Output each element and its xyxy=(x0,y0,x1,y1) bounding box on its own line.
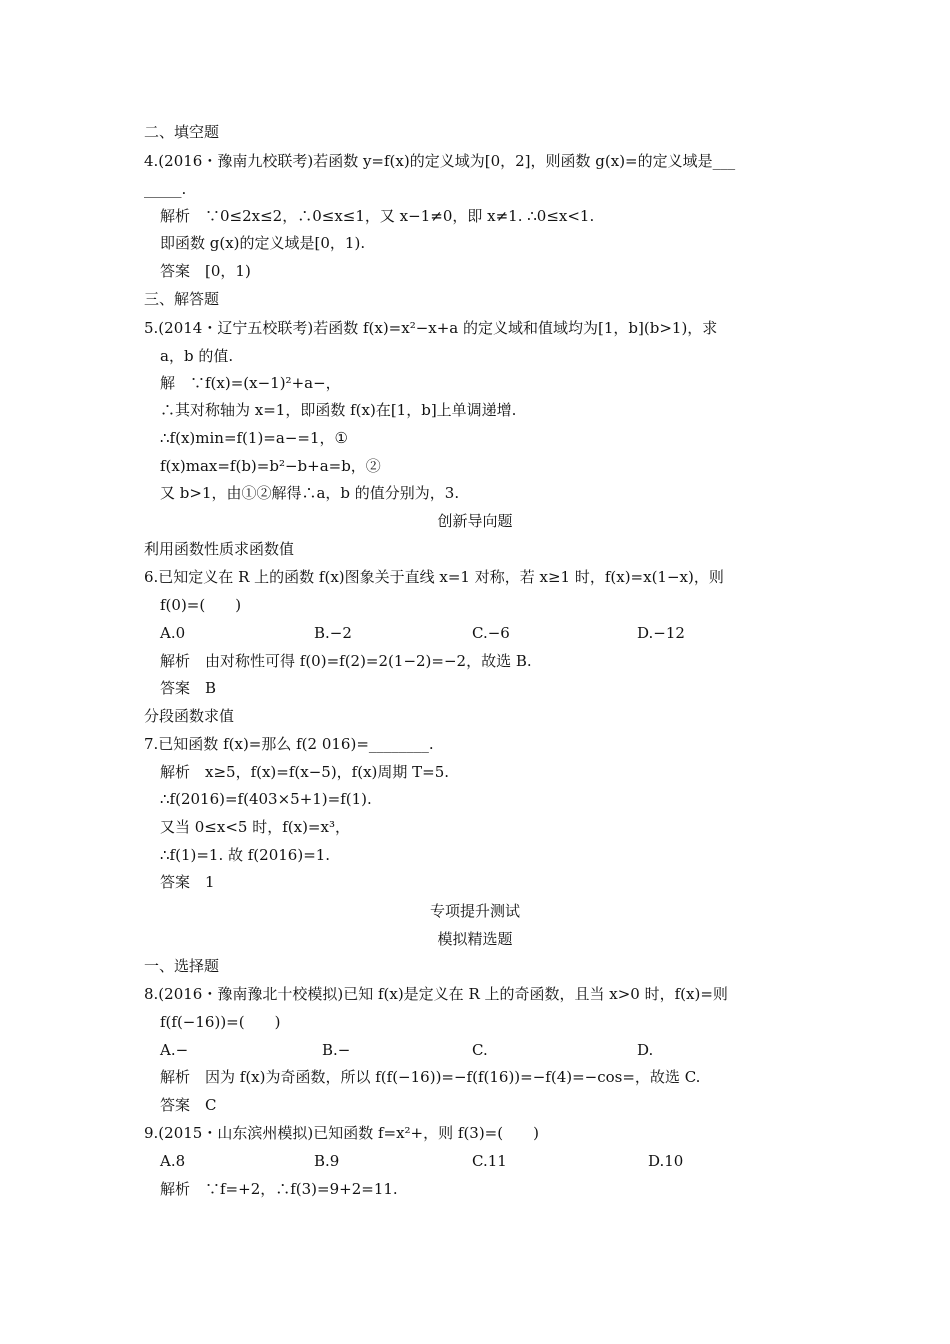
heading-mock-selection: 模拟精选题 xyxy=(437,930,513,948)
question-9-option-d: D.10 xyxy=(648,1152,684,1170)
question-7-stem: 7.已知函数 f(x)=那么 f(2 016)=________. xyxy=(144,735,434,753)
question-7-analysis-step-2: ∴f(2016)=f(403×5+1)=f(1). xyxy=(160,790,372,808)
question-6-analysis: 解析 由对称性可得 f(0)=f(2)=2(1−2)=−2，故选 B. xyxy=(160,652,532,670)
question-9-option-b: B.9 xyxy=(314,1152,340,1170)
question-9-option-a: A.8 xyxy=(160,1152,186,1170)
question-4-stem: 4.(2016・豫南九校联考)若函数 y=f(x)的定义域为[0，2]，则函数 g(x)=的定义域是___ xyxy=(144,152,736,170)
question-8-stem-cont: f(f(−16))=( ) xyxy=(160,1013,281,1031)
question-8-option-a: A.− xyxy=(160,1041,189,1059)
question-5-solution-step-1: 解 ∵f(x)=(x−1)²+a−， xyxy=(160,374,341,392)
question-8-analysis: 解析 因为 f(x)为奇函数，所以 f(f(−16))=−f(f(16))=−f(4)=−cos=，故选 C. xyxy=(160,1068,701,1086)
section-heading-multiple-choice: 一、选择题 xyxy=(144,957,220,975)
question-7-analysis-step-3: 又当 0≤x<5 时，f(x)=x³， xyxy=(160,818,350,836)
question-5-solution-step-5: 又 b>1，由①②解得∴a，b 的值分别为，3. xyxy=(160,484,460,502)
question-6-stem: 6.已知定义在 R 上的函数 f(x)图象关于直线 x=1 对称，若 x≥1 时，f(x)=x(1−x)，则 xyxy=(144,568,724,586)
question-7-analysis: 解析 x≥5，f(x)=f(x−5)，f(x)周期 T=5. xyxy=(160,763,450,781)
question-4-answer: 答案 [0，1) xyxy=(160,262,251,280)
question-4-blank-line: _____. xyxy=(144,180,187,198)
heading-special-test: 专项提升测试 xyxy=(429,902,520,920)
question-5-stem: 5.(2014・辽宁五校联考)若函数 f(x)=x²−x+a 的定义域和值域均为[1，b](b>1)，求 xyxy=(144,319,718,337)
question-6-option-a: A.0 xyxy=(160,624,186,642)
question-9-stem: 9.(2015・山东滨州模拟)已知函数 f=x²+，则 f(3)=( ) xyxy=(144,1124,539,1142)
question-6-option-c: C.−6 xyxy=(472,624,510,642)
question-8-answer: 答案 C xyxy=(160,1096,217,1114)
question-5-solution-step-4: f(x)max=f(b)=b²−b+a=b，② xyxy=(160,457,381,475)
question-8-option-c: C. xyxy=(472,1041,488,1059)
question-6-option-d: D.−12 xyxy=(637,624,685,642)
subheading-piecewise: 分段函数求值 xyxy=(144,707,235,725)
question-8-stem: 8.(2016・豫南豫北十校模拟)已知 f(x)是定义在 R 上的奇函数，且当 x>0 时，f(x)=则 xyxy=(144,985,728,1003)
heading-innovation: 创新导向题 xyxy=(437,512,513,530)
subheading-function-properties: 利用函数性质求函数值 xyxy=(144,540,295,558)
question-8-option-b: B.− xyxy=(322,1041,351,1059)
question-6-option-b: B.−2 xyxy=(314,624,352,642)
question-6-stem-cont: f(0)=( ) xyxy=(160,596,242,614)
question-6-answer: 答案 B xyxy=(160,679,217,697)
question-9-option-c: C.11 xyxy=(472,1152,507,1170)
question-8-option-d: D. xyxy=(637,1041,654,1059)
question-9-analysis: 解析 ∵f=+2，∴f(3)=9+2=11. xyxy=(160,1180,398,1198)
question-4-analysis-conclusion: 即函数 g(x)的定义域是[0，1). xyxy=(160,234,366,252)
question-7-analysis-step-4: ∴f(1)=1. 故 f(2016)=1. xyxy=(160,846,331,864)
section-heading-fill-blank: 二、填空题 xyxy=(144,123,220,141)
section-heading-solve: 三、解答题 xyxy=(144,290,220,308)
question-5-solution-step-3: ∴f(x)min=f(1)=a−=1，① xyxy=(160,429,348,447)
question-5-solution-step-2: ∴其对称轴为 x=1，即函数 f(x)在[1，b]上单调递增. xyxy=(160,401,517,419)
question-5-stem-cont: a，b 的值. xyxy=(160,347,234,365)
question-7-answer: 答案 1 xyxy=(160,873,215,891)
question-4-analysis: 解析 ∵0≤2x≤2，∴0≤x≤1，又 x−1≠0，即 x≠1. ∴0≤x<1. xyxy=(160,207,595,225)
